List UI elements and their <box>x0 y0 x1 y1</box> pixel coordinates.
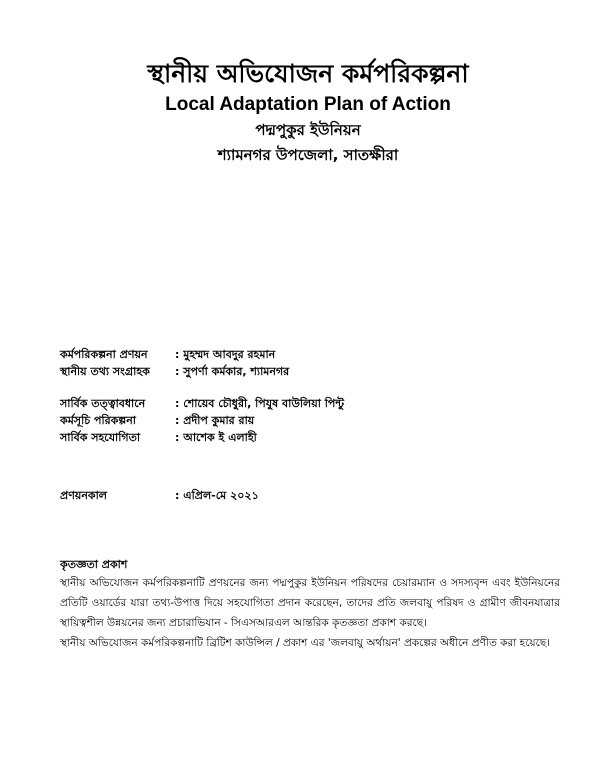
credit-label: সার্বিক তত্ত্বাবধানে <box>60 397 146 410</box>
preparation-period <box>60 487 560 504</box>
credit-row-program-planning <box>60 412 560 429</box>
acknowledgement-paragraph: স্থানীয় অভিযোজন কর্মপরিকল্পনাটি প্রণয়নের জন্য পদ্মপুকুর ইউনিয়ন পরিষদের চেয়ারম্যান ও সদস্যবৃন্দ এবং ইউনিয়নের প্রতিটি ওয়ার্ডের যারা তথ্য-উপাত্ত দিয়ে সহযোগিতা প্রদান করেছেন, তাদের প্রতি জলবায়ু পরিষদ ও গ্রামীণ জীবনযাত্রার স্থায়িত্বশীল উন্নয়নের জন্য প্রচারাভিযান - সিএসআরএল আন্তরিক কৃতজ্ঞতা প্রকাশ করছে। <box>60 577 560 629</box>
preparation-value: : এপ্রিল-মে ২০২১ <box>175 489 259 502</box>
preparation-row <box>60 487 560 504</box>
credit-label: কর্মপরিকল্পনা প্রণয়ন <box>60 348 148 361</box>
credit-label: কর্মসূচি পরিকল্পনা <box>60 414 136 427</box>
credit-row-overall-support <box>60 429 560 446</box>
title-english: Local Adaptation Plan of Action <box>165 94 451 115</box>
credit-row-data-collector <box>60 363 560 380</box>
preparation-label: প্রণয়নকাল <box>60 489 107 502</box>
credit-row-plan-prepared <box>60 346 560 363</box>
acknowledgement-heading: কৃতজ্ঞতা প্রকাশ <box>60 558 128 571</box>
acknowledgement-section <box>60 557 560 653</box>
credit-value: : আশেক ই এলাহী <box>175 431 257 444</box>
credit-label: স্থানীয় তথ্য সংগ্রাহক <box>60 365 150 378</box>
acknowledgement-paragraph: স্থানীয় অভিযোজন কর্মপরিকল্পনাটি ব্রিটিশ কাউন্সিল / প্রকাশ এর 'জলবায়ু অর্থায়ন' প্রকল্পের অধীনে প্রণীত করা হয়েছে। <box>60 637 550 649</box>
credit-label: সার্বিক সহযোগিতা <box>60 431 141 444</box>
credit-value: : মুহম্মদ আবদুর রহমান <box>175 348 276 361</box>
title-bangla: স্থানীয় অভিযোজন কর্মপরিকল্পনা <box>147 59 469 88</box>
credits-block <box>60 346 560 446</box>
credit-row-supervision <box>60 395 560 412</box>
spacer <box>60 380 560 395</box>
credit-value: : প্রদীপ কুমার রায় <box>175 414 255 427</box>
credit-value: : সুপর্ণা কর্মকার, শ্যামনগর <box>175 365 290 378</box>
credit-value: : শোয়েব চৌধুরী, পিযুষ বাউলিয়া পিন্টু <box>175 397 344 410</box>
upazila-district: শ্যামনগর উপজেলা, সাতক্ষীরা <box>217 146 399 164</box>
union-name: পদ্মপুকুর ইউনিয়ন <box>255 121 361 139</box>
